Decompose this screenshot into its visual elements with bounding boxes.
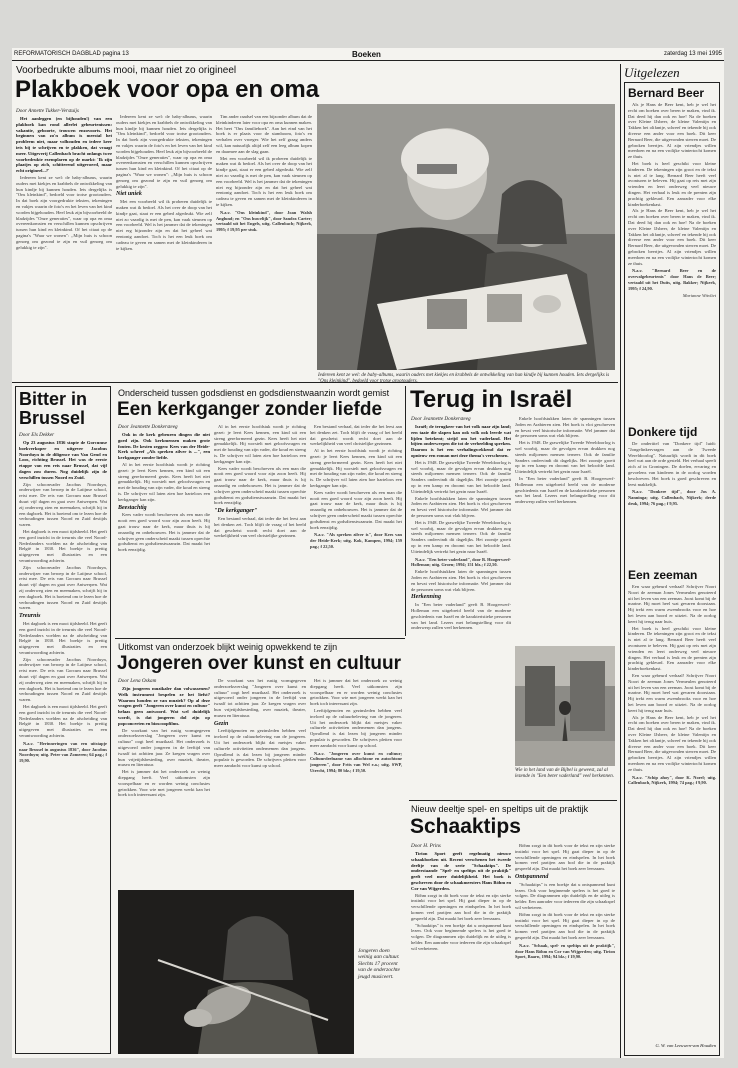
jongeren-col1 [118,686,210,886]
israel-photo-caption: Wie in het land van de Bijbel is geweest, zal al lezende in "Een beter vaderland" veel herkennen. [515,768,615,779]
paper-name: REFORMATORISCH DAGBLAD pagina 13 [14,51,129,57]
bitter-body: Zijn schoonvader Jacobus Noorduyn, onderwijzer van beroep in de Latijnse school, reist mee. De reis van Gorcum naar Brussel duurt vijf dagen en gaat over Antwerpen. Wat zij onderweg zien en meemaken, schrijft hij in een dagboek. Het is boeiend om te lezen hoe de verhoudingen tussen Noord en Zuid destijds waren. [19,481,107,528]
article1-body-cont: Iedereen kent ze wel: de baby-albums, waarin ouders met kiekjes en krabbels de ontwikkeling van hun kindje bij kunnen houden. Iets dergelijks is "Ons kleinkind", bedoeld voor trotse grootouders. In dat boek zijn voorgedrukte teksten, tekeningen en vakjes waarin de foto's en het leven van het kind worden bijgehouden. Heel leuk zijn bijvoorbeeld de bladzijdes "Onze generaties", waar op opa en oma overeenkomsten en verschillen kunnen opschrijven tussen hun kind en kleinkind. Of het citaat op de pagina's "Waar we wonen": ,,Mijn huis is schoon genoeg om gezond te zijn en vuil genoeg om gelukkig te zijn". [116,114,212,189]
uitgelezen-source-2: N.a.v. "Donkere tijd", door Jos A. Nanninga; uitg. Callenbach, Nijkerk; derde druk, 1994; 76 pag.; f 9,95. [628,489,716,506]
schaaktips-body-c: Böhm zorgt in dit boek voor de tekst en zijn sterke instinkt voor het spel. Hij gaat dieper in op de verschillende openingen en eindspelen. In het boek komen veel partijen aan bod die in de praktijk gespeeld zijn. Dat maakt het boek zeer leerzaam. [515,843,615,872]
schaaktips-body-b: "Schaaktips" is een boekje dat u ontspannend kunt lezen. Ook voor beginnende spelers is het goed te volgen. De diagrammen zijn duidelijk en de uitleg is helder. Een aanrader voor iedereen die zijn schaakspel wil verbeteren. [411,922,511,951]
kerkganger-subheading-2: "De kerkganger" [214,508,258,515]
schaaktips-body2: "Schaaktips" is een boekje dat u ontspannend kunt lezen. Ook voor beginnende spelers is het goed te volgen. De diagrammen zijn duidelijk en de uitleg is helder. Een aanrader voor iedereen die zijn schaakspel wil verbeteren. [515,881,615,910]
israel-street-illustration [515,646,615,766]
violin-player-photo [118,890,354,1054]
uitgelezen-body-3: Een waar gebeurd verhaal! Schrijver Noort Noort de zeeman Jones Vermeulen genoteerd uit het leven van een zeeman. Joost komt bij de marine. Hij moet heel wat gevaren doorstaan. Hij trekt een warm zwembrooks voor en hoe het leven aan boord er uitziet. Na de oorlog keert hij terug naar huis. [628,584,716,624]
masthead [12,48,724,61]
article1-body2-cont: Met een voorbeeld wil ik proberen duidelijk te maken wat ik bedoel. Als het over de doop van het kindje gaat, staat er een gebed afgedrukt. Wie zelf niet zo vaardig is met de pen, kan vaak steunen op een voorbeeld. Wel is het jammer dat de tekeningen niet erg bijzonder zijn en dat het geheel wat eentonig aandoet. Toch is het een leuk boek om cadeau te geven en samen met de kleinkinderen in te kijken. [216,155,312,207]
israel-body2-b: In "Een beter vaderland" geeft B. Hoogerwerf-Holleman een uitgebreid beeld van de moderne geschiedenis van Israël en de karakteristieke personen van het land. Lezers met belangstelling voor dit onderwerp zullen veel herkennen. [515,475,615,505]
israel-byline: Door Jeannette Donkersteeg [411,416,471,422]
kerkganger-lead: Ook in de kerk gebeuren dingen die niet goed zijn. Ook kerkmensen maken grote fouten. De kesten zeggen: Kees van der Heide-Kerk schreef ,,Als spreken zilver is ...", een kerkganger zonder liefde. [118,432,210,461]
kerkganger-body-b: Al in het eerste hoofdstuk wordt je richting gezet: je leert Kees kennen, een kind uit een streng gereformeerd gezin. Kees heeft het niet gemakkelijk. Hij worstelt met geloofsvragen en met de houding van zijn vader, die koud en streng is. De schrijver wil laten zien hoe harteloos een kerkganger kan zijn. [214,424,306,464]
article1-photo-caption: Iedereen kent ze wel: de baby-albums, waarin ouders met kiekjes en krabbels de ontwikkeling van hun kindje bij kunnen houden. Iets dergelijks is [318,373,610,378]
kerkganger-col3 [310,424,402,632]
bitter-body2-c: Het dagboek is een mooi tijdsbeeld. Het geeft een goed inzicht in de treurnis die veel Noord-Nederlanders voelden na de afscheiding van België in 1830. Het boekje is prettig uitgegeven met illustraties en een verantwoording achterin. [19,704,107,739]
israel-body2: In "Een beter vaderland" geeft B. Hoogerwerf-Holleman een uitgebreid beeld van de moderne geschiedenis van Israël en de karakteristieke personen van het land. Lezers met belangstelling voor dit onderwerp zullen veel herkennen. [411,602,511,631]
sidebar-divider [620,64,621,1058]
schaaktips-lead: Tirion Sport geeft regelmatig nieuwe schaakboeken uit. Recent verschenen het tweede deeltje van de serie "Schaaktips". De onderstaande "Spel- en speltips uit de praktijk" geeft veel meer duidelijkheid. Het boek is geschreven door de schaakmeesters Hans Böhm en Cor van Wijgerden. [411,851,511,891]
bitter-body2: Het dagboek is een mooi tijdsbeeld. Het geeft een goed inzicht in de treurnis die veel Noord-Nederlanders voelden na de afscheiding van België in 1830. Het boekje is prettig uitgegeven met illustraties en een verantwoording achterin. [19,620,107,655]
israel-body-d: Enkele hoofdstukken laten de spanningen tussen Joden en Arabieren zien. Het boek is vlot geschreven en bevat veel historische informatie. Wel jammer dat de personen soms wat vlak blijven. [411,569,511,592]
uitgelezen-body-1: Als je Hans de Beer kent, heb je wel het recht om boeken over beren te maken, vind ik. Dat deed hij dan ook en hoe! Na de boeken over Kleine IJsbeer, de kleine Valentijn en Takken het olifantje, schreef en tekende hij ook diverse een ander voor een boek. Dit keer Bernard Beer, die uitgevonden sterren moet. De gebroken beertjes. Al zijn vriendjes willen meedoen en na een vrolijke wintertocht komen ze thuis. [628,102,716,160]
uitgelezen-col-3 [628,584,716,1034]
section-rule-4 [409,800,617,801]
jongeren-title: Jongeren over kunst en cultuur [117,653,401,674]
bitter-lead: Op 23 augustus 1836 stapte de Gorcumse boekverkoper en uitgever Jacobus Noorduyn in de diligence van Van Gend en Loos, richting Brussel. Het was de eerste etappe van een reis naar Brussel, dat vijf dagen zou duren. Nog duidelijk zijn de verschillen tussen Noord en Zuid. [19,440,107,480]
jongeren-body2: Leeftijdgenoten en gezinsleden hebben veel invloed op de cultuurbeleving van de jongeren. Uit het onderzoek blijkt dat meisjes vaker culturele activiteiten ondernemen dan jongens. Opvallend is dat lezen bij jongeren minder populair is geworden. De schrijvers pleiten voor meer aandacht voor kunst op school. [214,728,306,769]
israel-source: N.a.v. "Een beter vaderland", door B. Hoogerwerf-Holleman; uitg. Groen; 1994; 151 blz.; f 22,50. [411,556,511,568]
kerkganger-subheading: Beestachtig [118,504,147,511]
schaaktips-body-d: Böhm zorgt in dit boek voor de tekst en zijn sterke instinkt voor het spel. Hij gaat dieper in op de verschillende openingen en eindspelen. In het boek komen veel partijen aan bod die in de praktijk gespeeld zijn. Dat maakt het boek zeer leerzaam. [515,911,615,940]
uitgelezen-col-1 [628,102,716,420]
jongeren-body: De voorkant van het rustig vormgegeven onderzoeksverslag "Jongeren over kunst en cultuur" oogt heel muzikaal. Het onderzoek is uitgevoerd onder jongeren in de leeftijd van twaalf tot achttien jaar. Ze kregen vragen over hun vrijetijdsbesteding, over muziek, theater, musea en literatuur. [118,727,210,768]
uitgelezen-title-1: Bernard Beer [628,86,705,100]
bitter-body-c: Zijn schoonvader Jacobus Noorduyn, onderwijzer van beroep in de Latijnse school, reist mee. De reis van Gorcum naar Brussel duurt vijf dagen en gaat over Antwerpen. Wat zij onderweg zien en meemaken, schrijft hij in een dagboek. Het is boeiend om te lezen hoe de verhoudingen tussen Noord en Zuid destijds waren. [19,564,107,611]
section-title: Boeken [352,50,381,59]
article1-lead: Het aanleggen (en bijhouden!) van een plakboek kan rond allerlei gebeurtenissen: vakantie, geboorte, trouwen enzovoorts. Het beginnen van zo'n album is meestal het probleem niet, maar volhouden en iedere keer iets bij te schrijven en te plakken, dat vraagt meer. Uitgeverij Callenbach bracht onlangs twee voorbedrukte exemplaren op de markt: 'Ik zijn plaatjes op zich, schitterend uitgevoerd, maar echt origineel...?' [16,116,112,174]
schaaktips-title: Schaaktips [410,815,521,838]
kerkganger-body2-b: Kees vader wordt beschreven als een man die nooit een goed woord voor zijn zoon heeft. Hij gaat trouw naar de kerk, maar thuis is hij onaardig en onbehouwen. Het is jammer dat de schrijver geen onderscheid maakt tussen oprechte godsdienst en godsdienstwaanzin. Dat maakt het boek eenzijdig. [214,465,306,506]
jongeren-col3 [310,678,402,886]
bitter-col [19,440,107,1050]
kerkganger-title: Een kerkganger zonder liefde [117,399,383,420]
kerkganger-col1 [118,432,210,632]
uitgelezen-signature-3: G. W. van Leeuwen-van Houdten [655,1043,716,1048]
uitgelezen-title-3: Een zeeman [628,568,698,582]
kerkganger-body3-b: Een bestand verhaal, dat ieder die het leest aan het denken zet. Toch blijft de vraag of het beeld dat geschetst wordt recht doet aan de werkelijkheid van veel christelijke gezinnen. [310,424,402,447]
article1-col2 [116,114,212,376]
schaaktips-subheading: Ontspannend [515,873,549,880]
jongeren-col2 [214,678,306,886]
bitter-byline: Door Els Dekker [19,432,55,438]
article1-title: Plakboek voor opa en oma [15,76,320,103]
kerkganger-kicker: Onderscheid tussen godsdienst en godsdienstwaanzin wordt gemist [118,388,390,398]
article1-source: N.a.v. "Ons kleinkind", door Joan Walsh Anglund; en "Ons huwelijk", door Sandra Carter; vertaald uit het Engels, uitg. Callenbach; Nijkerk, 1995; f 19,95 per stuk. [216,209,312,233]
uitgelezen-body-2: De ondertitel van "Donkere tijd" luidt: "Jongelinkervragen aan de Tweede Wereldoorlog". Natuurlijk wordt in dit boek heel wat aan de orde gesteld. Het verhaal speelt zich af in Groningen. De doelen, ervaring en gevoelens van kinderen in de oorlog worden beschreven. Het boek is goed geschreven en leest makkelijk. [628,441,716,487]
schaaktips-kicker: Nieuw deeltje spel- en speltips uit de praktijk [411,804,589,814]
jongeren-body-c: De voorkant van het rustig vormgegeven onderzoeksverslag "Jongeren over kunst en cultuur" oogt heel muzikaal. Het onderzoek is uitgevoerd onder jongeren in de leeftijd van twaalf tot achttien jaar. Ze kregen vragen over hun vrijetijdsbesteding, over muziek, theater, musea en literatuur. [214,678,306,718]
kerkganger-byline: Door Jeannette Donkersteeg [118,424,178,430]
section-rule-2 [405,386,406,636]
uitgelezen-signature-1: Marianne Witvliet [682,292,716,298]
jongeren-subheading: Gezin [214,720,229,727]
kerkganger-source: N.a.v. "Als spreken zilver is", door Kees van der Heide-Kerk; uitg. Kok, Kampen, 1994; 159 pag.; f 22,50. [310,532,402,549]
article1-body3: Tim ander raadsel van een bijzonder album dat de kleinkinderen later voor opa en oma kunnen maken. Het heet "Ons familieboek". Aan het eind van het boek is er plaats voor de stamboom, foto's en verhalen over vroeger. Wie het zelf graag anders wil, kan natuurlijk altijd zelf een leeg album kopen en daarmee aan de slag gaan. [216,114,312,154]
grandmother-child-photo [317,104,615,370]
schaaktips-col2 [515,843,615,1054]
kerkganger-col2 [214,424,306,632]
israel-subheading: Herkenning [411,594,442,601]
article1-col1 [16,116,112,376]
article1-byline: Door Annette Tukker-Verstuijs [16,108,79,114]
israel-body-c: Het is 1948. De grawelijke Tweede Wereldoorlog is wel voorbij, maar de gevolgen ervan drukken nog steeds miljoenen mensen terneer. Ook de familie Sanders ondervindt dit dagelijks. Het zoontje groeit op in een kamp en droomt van het beloofde land. Uiteindelijk vertrekt het gezin naar Israël. [411,519,511,554]
bitter-body2-b: Zijn schoonvader Jacobus Noorduyn, onderwijzer van beroep in de Latijnse school, reist mee. De reis van Gorcum naar Brussel duurt vijf dagen en gaat over Antwerpen. Wat zij onderweg zien en meemaken, schrijft hij in een dagboek. Het is boeiend om te lezen hoe de verhoudingen tussen Noord en Zuid destijds waren. [19,656,107,703]
israel-col1 [411,424,511,796]
israel-photo [515,646,615,766]
article1-body2: Met een voorbeeld wil ik proberen duidelijk te maken wat ik bedoel. Als het over de doop van het kindje gaat, staat er een gebed afgedrukt. Wie zelf niet zo vaardig is met de pen, kan vaak steunen op een voorbeeld. Wel is het jammer dat de tekeningen niet erg bijzonder zijn en dat het geheel wat eentonig aandoet. Toch is het een leuk boek om cadeau te geven en samen met de kleinkinderen in te kijken. [116,199,212,251]
kerkganger-body: Al in het eerste hoofdstuk wordt je richting gezet: je leert Kees kennen, een kind uit een streng gereformeerd gezin. Kees heeft het niet gemakkelijk. Hij worstelt met geloofsvragen en met de houding van zijn vader, die koud en streng is. De schrijver wil laten zien hoe harteloos een kerkganger kan zijn. [118,461,210,502]
grandmother-child-illustration [317,104,615,370]
uitgelezen-col-2 [628,441,716,561]
israel-body-e: Het is 1948. De grawelijke Tweede Wereldoorlog is wel voorbij, maar de gevolgen ervan drukken nog steeds miljoenen mensen terneer. Ook de familie Sanders ondervindt dit dagelijks. Het zoontje groeit op in een kamp en droomt van het beloofde land. Uiteindelijk vertrekt het gezin naar Israël. [515,440,615,475]
schaaktips-byline: Door H. Prins [411,843,441,849]
uitgelezen-source-3: N.a.v. "Schip ahoy", door K. Norel; uitg. Callenbach, Nijkerk, 1994; 74 pag.; f 9,90. [628,774,716,786]
kerkganger-body2-c: Kees vader wordt beschreven als een man die nooit een goed woord voor zijn zoon heeft. Hij gaat trouw naar de kerk, maar thuis is hij onaardig en onbehouwen. Het is jammer dat de schrijver geen onderscheid maakt tussen oprechte godsdienst en godsdienstwaanzin. Dat maakt het boek eenzijdig. [310,489,402,530]
newspaper-page [12,48,724,1058]
schaaktips-col1 [411,851,511,1054]
page-date: zaterdag 13 mei 1995 [663,51,722,57]
bitter-subheading: Treurnis [19,613,41,620]
bitter-title: Bitter in Brussel [19,389,88,428]
uitgelezen-body-1c: Als je Hans de Beer kent, heb je wel het recht om boeken over beren te maken, vind ik. Dat deed hij dan ook en hoe! Na de boeken over Kleine IJsbeer, de kleine Valentijn en Takken het olifantje, schreef en tekende hij ook diverse een ander voor een boek. Dit keer Bernard Beer, die uitgevonden sterren moet. De gebroken beertjes. Al zijn vriendjes willen meedoen en na een vrolijke wintertocht komen ze thuis. [628,208,716,266]
article1-col3 [216,114,312,376]
section-rule-3 [115,638,405,639]
israel-body: Het is 1948. De grawelijke Tweede Wereldoorlog is wel voorbij, maar de gevolgen ervan drukken nog steeds miljoenen mensen terneer. Ook de familie Sanders ondervindt dit dagelijks. Het zoontje groeit op in een kamp en droomt van het beloofde land. Uiteindelijk vertrekt het gezin naar Israël. [411,459,511,494]
uitgelezen-body-3c: Een waar gebeurd verhaal! Schrijver Noort Noort de zeeman Jones Vermeulen genoteerd uit het leven van een zeeman. Joost komt bij de marine. Hij moet heel wat gevaren doorstaan. Hij trekt een warm zwembrooks voor en hoe het leven aan boord er uitziet. Na de oorlog keert hij terug naar huis. [628,672,716,713]
kerkganger-body3: Een bestand verhaal, dat ieder die het leest aan het denken zet. Toch blijft de vraag of het beeld dat geschetst wordt recht doet aan de werkelijkheid van veel christelijke gezinnen. [214,515,306,539]
article1-subheading: Niet uniek [116,191,142,198]
violin-player-illustration [118,890,354,1054]
israel-lead: Israël; de terugkeer van het volk naar zijn land; een taaie die slapen kan ook volk ook leerde wat lijden betekent; strijd om het vaderland. Het bijten onderwerpen die tot de verbeelding spreken. Daarom is het een verhalingwekkend dat er opnieuw een roman met deze thema's verschenen. [411,424,511,458]
jongeren-photo-caption: Jongeren doen weinig aan cultuur. Slechts 17 procent van de onderzochte jeugd musiceert. [358,948,400,980]
israel-col2 [515,416,615,642]
uitgelezen-title-2: Donkere tijd [628,425,698,439]
bitter-body-b: Het dagboek is een mooi tijdsbeeld. Het geeft een goed inzicht in de treurnis die veel Noord-Nederlanders voelden na de afscheiding van België in 1830. Het boekje is prettig uitgegeven met illustraties en een verantwoording achterin. [19,528,107,563]
jongeren-body2-b: Leeftijdgenoten en gezinsleden hebben veel invloed op de cultuurbeleving van de jongeren. Uit het onderzoek blijkt dat meisjes vaker culturele activiteiten ondernemen dan jongens. Opvallend is dat lezen bij jongeren minder populair is geworden. De schrijvers pleiten voor meer aandacht voor kunst op school. [310,707,402,748]
schaaktips-source: N.a.v. "Schaak, spel- en speltips uit de praktijk", door Hans Böhm en Cor van Wijgerden; uitg. Tirion Sport, Baarn, 1994; 94 blz.; f 19,90. [515,942,615,960]
jongeren-byline: Door Lena Oskam [118,678,157,684]
uitgelezen-label: Uitgelezen [624,65,680,80]
kerkganger-body2: Kees vader wordt beschreven als een man die nooit een goed woord voor zijn zoon heeft. Hij gaat trouw naar de kerk, maar thuis is hij onaardig en onbehouwen. Het is jammer dat de schrijver geen onderscheid maakt tussen oprechte godsdienst en godsdienstwaanzin. Dat maakt het boek eenzijdig. [118,512,210,553]
israel-title: Terug in Israël [410,386,573,413]
bitter-source: N.a.v. "Herinneringen van een uitstapje naar Brussel in augustus 1836", door Jacobus Noorduyn; uitg. Peter van Zomeren; 64 pag.; f 19,90. [19,740,107,764]
article1-body: Iedereen kent ze wel: de baby-albums, waarin ouders met kiekjes en krabbels de ontwikkeling van hun kindje bij kunnen houden. Iets dergelijks is "Ons kleinkind", bedoeld voor trotse grootouders. In dat boek zijn voorgedrukte teksten, tekeningen en vakjes waarin de foto's en het leven van het kind worden bijgehouden. Heel leuk zijn bijvoorbeeld de bladzijdes "Onze generaties", waar op opa en oma overeenkomsten en verschillen kunnen opschrijven tussen hun kind en kleinkind. Of het citaat op de pagina's "Waar we wonen": ,,Mijn huis is schoon genoeg om gezond te zijn en vuil genoeg om gelukkig te zijn". [16,174,112,250]
article1-kicker: Voorbedrukte albums mooi, maar niet zo origineel [16,65,237,76]
schaaktips-body: Böhm zorgt in dit boek voor de tekst en zijn sterke instinkt voor het spel. Hij gaat dieper in op de verschillende openingen en eindspelen. In het boek komen veel partijen aan bod die in de praktijk gespeeld zijn. Dat maakt het boek zeer leerzaam. [411,892,511,921]
uitgelezen-body-3b: Het boek is heel geschikt voor kleine kinderen. De tekeningen zijn groot en de tekst is niet al te lang. Bernard Beer heeft veel avonturen te beleven. Hij gaat op reis met zijn vrienden en leert onderweg veel nieuwe dingen. Het verhaal is leuk en de prenten zijn prachtig gekleurd. Een aanrader voor elke kinderboekenkast. [628,625,716,672]
israel-body3: Enkele hoofdstukken laten de spanningen tussen Joden en Arabieren zien. Het boek is vlot geschreven en bevat veel historische informatie. Wel jammer dat de personen soms wat vlak blijven. [515,416,615,439]
jongeren-body3: Het is jammer dat het onderzoek zo weinig diepgang heeft. Veel uitkomsten zijn voorspelbaar en er worden weinig conclusies getrokken. Voor wie met jongeren werkt kan het boek toch interessant zijn. [310,678,402,707]
jongeren-kicker: Uitkomst van onderzoek blijkt weinig opwekkend te zijn [118,642,338,652]
uitgelezen-body-3d: Als je Hans de Beer kent, heb je wel het recht om boeken over beren te maken, vind ik. Dat deed hij dan ook en hoe! Na de boeken over Kleine IJsbeer, de kleine Valentijn en Takken het olifantje, schreef en tekende hij ook diverse een ander voor een boek. Dit keer Bernard Beer, die uitgevonden sterren moet. De gebroken beertjes. Al zijn vriendjes willen meedoen en na een vrolijke wintertocht komen ze thuis. [628,714,716,772]
jongeren-lead: Zijn jongeren muzikaler dan volwassenen? Welk instrument bespelen ze het liefst? Waarom houden ze van muziek? Op al deze vragen geeft "Jongeren over kunst en cultuur" helaas geen antwoord. Wat wel duidelijk wordt, is dat jongeren dol zijn op popconcerten en bioscoopfilms. [118,686,210,726]
section-rule-1 [12,382,618,383]
jongeren-body-b: Het is jammer dat het onderzoek zo weinig diepgang heeft. Veel uitkomsten zijn voorspelbaar en er worden weinig conclusies getrokken. Voor wie met jongeren werkt kan het boek toch interessant zijn. [118,769,210,798]
kerkganger-body-c: Al in het eerste hoofdstuk wordt je richting gezet: je leert Kees kennen, een kind uit een streng gereformeerd gezin. Kees heeft het niet gemakkelijk. Hij worstelt met geloofsvragen en met de houding van zijn vader, die koud en streng is. De schrijver wil laten zien hoe harteloos een kerkganger kan zijn. [310,448,402,488]
israel-body-b: Enkele hoofdstukken laten de spanningen tussen Joden en Arabieren zien. Het boek is vlot geschreven en bevat veel historische informatie. Wel jammer dat de personen soms wat vlak blijven. [411,495,511,518]
uitgelezen-source-1: N.a.v. "Bernard Beer en de overvalgebeurtenis" door Hans de Beer; vertaald uit het Duits, uitg. Bakker; Nijkerk, 1995; f 24,90. [628,268,716,291]
uitgelezen-body-1b: Het boek is heel geschikt voor kleine kinderen. De tekeningen zijn groot en de tekst is niet al te lang. Bernard Beer heeft veel avonturen te beleven. Hij gaat op reis met zijn vrienden en leert onderweg veel nieuwe dingen. Het verhaal is leuk en de prenten zijn prachtig gekleurd. Een aanrader voor elke kinderboekenkast. [628,160,716,207]
jongeren-source: N.a.v. "Jongeren over kunst en cultuur; Cultuurdeelname van allochtone en autochtone jongeren", door Frits van Wel e.a.; uitg. SWP, Utrecht, 1994; 80 blz.; f 19,50. [310,750,402,773]
